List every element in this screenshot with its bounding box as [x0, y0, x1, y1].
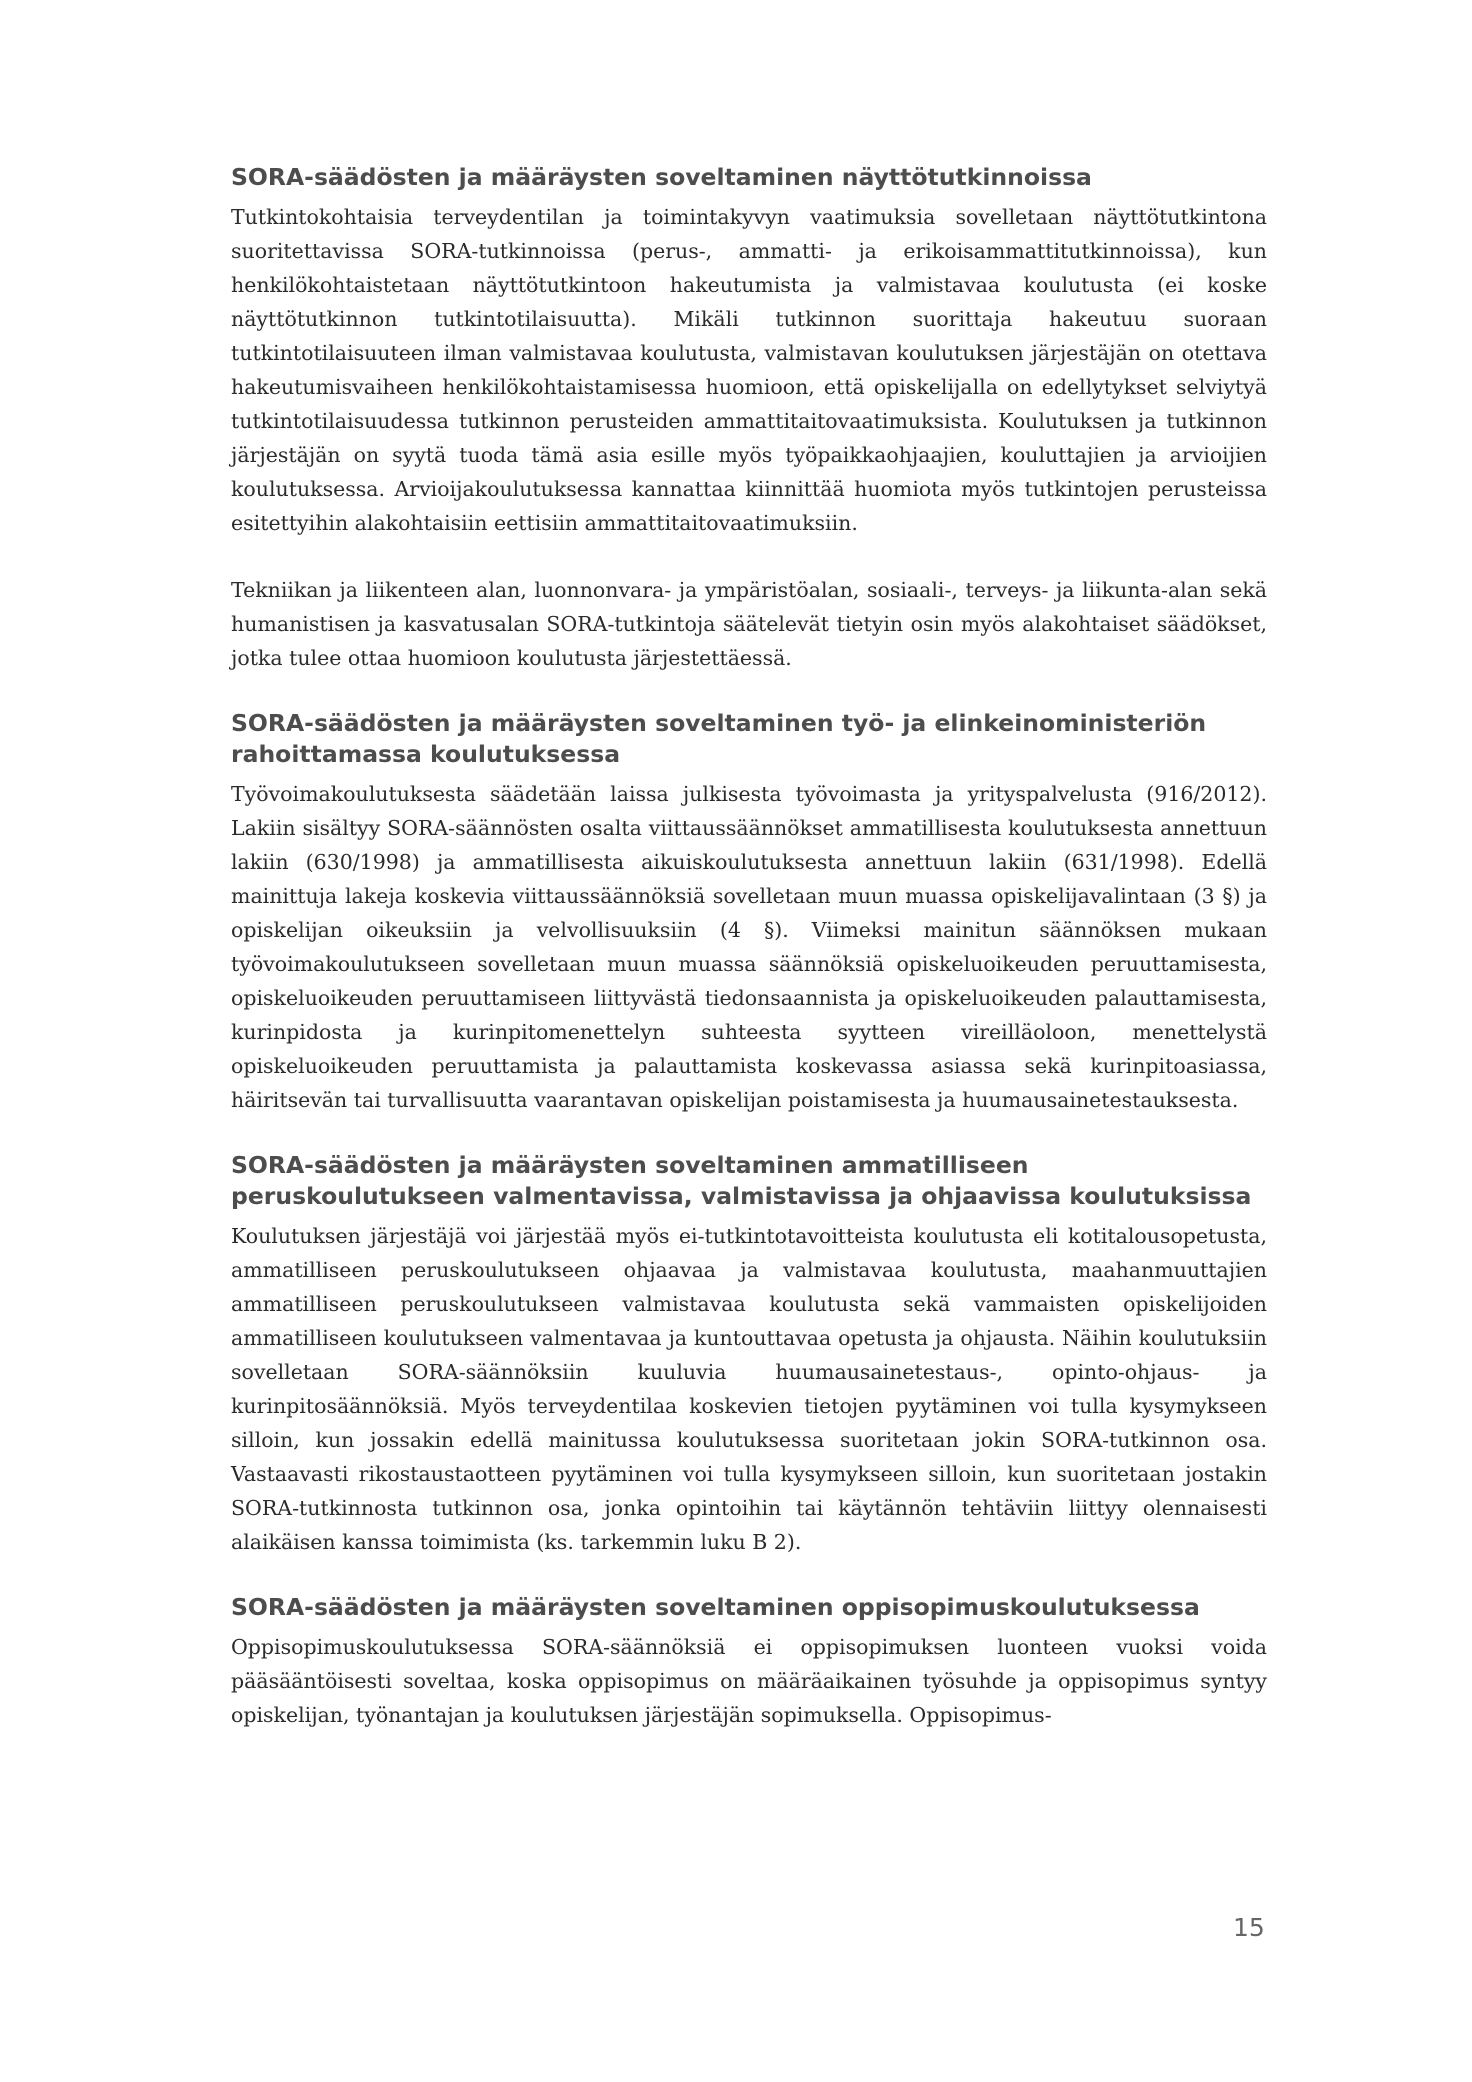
section-heading: SORA-säädösten ja määräysten soveltaminen oppisopimuskoulutuksessa — [231, 1593, 1200, 1621]
body-paragraph: Koulutuksen järjestäjä voi järjestää myös ei-tutkintotavoitteista koulutusta eli kotitalousopetusta, ammatilliseen peruskoulutukseen ohjaavaa ja valmistavaa koulutusta, maahanmuuttajien ammatilliseen peruskoulutukseen valmistavaa koulutusta sekä vammaisten opiskelijoiden ammatilliseen koulutukseen valmentavaa ja kuntouttavaa opetusta ja ohjausta. Näihin koulutuksiin sovelletaan SORA-säännöksiin kuuluvia huumausainetestaus-, opinto-ohjaus- ja kurinpitosäännöksiä. Myös terveydentilaa koskevien tietojen pyytäminen voi tulla kysymykseen silloin, kun jossakin edellä mainitussa koulutuksessa suoritetaan jokin SORA-tutkinnon osa. Vastaavasti rikostaustaotteen pyytäminen voi tulla kysymykseen silloin, kun suoritetaan jostakin SORA-tutkinnosta tutkinnon osa, jonka opintoihin tai käytännön tehtäviin liittyy olennaisesti alaikäisen kanssa toimimista (ks. tarkemmin luku B 2). — [231, 1224, 1267, 1554]
section-tem — [231, 708, 1267, 1117]
section-naytto — [231, 162, 1267, 675]
body-paragraph: Tutkintokohtaisia terveydentilan ja toimintakyvyn vaatimuksia sovelletaan näyttötutkintona suoritettavissa SORA-tutkinnoissa (perus-, ammatti- ja erikoisammattitutkinnoissa), kun henkilökohtaistetaan näyttötutkintoon hakeutumista ja valmistavaa koulutusta (ei koske näyttötutkinnon tutkintotilaisuutta). Mikäli tutkinnon suorittaja hakeutuu suoraan tutkintotilaisuuteen ilman valmistavaa koulutusta, valmistavan koulutuksen järjestäjän on otettava hakeutumisvaiheen henkilökohtaistamisessa huomioon, että opiskelijalla on edellytykset selviytyä tutkintotilaisuudessa tutkinnon perusteiden ammattitaitovaatimuksista. Koulutuksen ja tutkinnon järjestäjän on syytä tuoda tämä asia esille myös työpaikkaohjaajien, kouluttajien ja arvioijien koulutuksessa. Arvioijakoulutuksessa kannattaa kiinnittää huomiota myös tutkintojen perusteissa esitettyihin alakohtaisiin eettisiin ammattitaitovaatimuksiin. — [231, 205, 1267, 535]
section-heading: SORA-säädösten ja määräysten soveltaminen työ- ja elinkeinoministeriön rahoittamassa koulutuksessa — [231, 709, 1207, 768]
body-paragraph: Tekniikan ja liikenteen alan, luonnonvara- ja ympäristöalan, sosiaali-, terveys- ja liikunta-alan sekä humanistisen ja kasvatusalan SORA-tutkintoja säätelevät tietyin osin myös alakohtaiset säädökset, jotka tulee ottaa huomioon koulutusta järjestettäessä. — [231, 578, 1267, 670]
page-content — [231, 162, 1267, 1765]
body-paragraph: Oppisopimuskoulutuksessa SORA-säännöksiä ei oppisopimuksen luonteen vuoksi voida pääsääntöisesti soveltaa, koska oppisopimus on määräaikainen työsuhde ja oppisopimus syntyy opiskelijan, työnantajan ja koulutuksen järjestäjän sopimuksella. Oppisopimus- — [231, 1635, 1267, 1727]
section-valmentava — [231, 1150, 1267, 1559]
section-heading: SORA-säädösten ja määräysten soveltaminen ammatilliseen peruskoulutukseen valmentavissa, valmistavissa ja ohjaavissa koulutuksissa — [231, 1151, 1252, 1210]
body-paragraph: Työvoimakoulutuksesta säädetään laissa julkisesta työvoimasta ja yrityspalvelusta (916/2012). Lakiin sisältyy SORA-säännösten osalta viittaussäännökset ammatillisesta koulutuksesta annettuun lakiin (630/1998) ja ammatillisesta aikuiskoulutuksesta annettuun lakiin (631/1998). Edellä mainittuja lakeja koskevia viittaussäännöksiä sovelletaan muun muassa opiskelijavalintaan (3 §) ja opiskelijan oikeuksiin ja velvollisuuksiin (4 §). Viimeksi mainitun säännöksen mukaan työvoimakoulutukseen sovelletaan muun muassa säännöksiä opiskeluoikeuden peruuttamisesta, opiskeluoikeuden peruuttamiseen liittyvästä tiedonsaannista ja opiskeluoikeuden palauttamisesta, kurinpidosta ja kurinpitomenettelyn suhteesta syytteen vireilläoloon, menettelystä opiskeluoikeuden peruuttamista ja palauttamista koskevassa asiassa sekä kurinpitoasiassa, häiritsevän tai turvallisuutta vaarantavan opiskelijan poistamisesta ja huumausainetestauksesta. — [231, 782, 1267, 1112]
paragraph-gap — [231, 540, 1267, 573]
page-number: 15 — [1233, 1913, 1265, 1942]
section-heading: SORA-säädösten ja määräysten soveltaminen näyttötutkinnoissa — [231, 163, 1092, 191]
section-oppisopimus — [231, 1592, 1267, 1732]
